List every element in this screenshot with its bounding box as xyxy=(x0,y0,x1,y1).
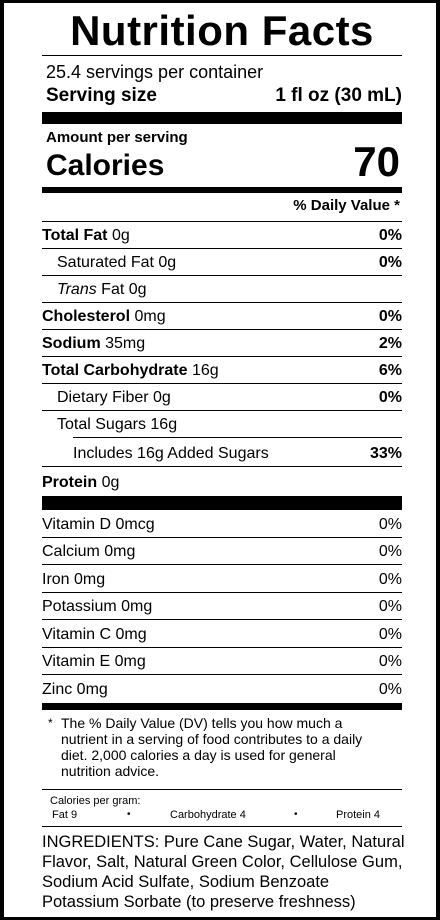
footnote-text xyxy=(61,715,362,779)
ingredients-line: INGREDIENTS: Pure Cane Sugar, Water, Natural xyxy=(42,833,405,851)
label-title: Nutrition Facts xyxy=(70,7,374,54)
serving-size-value: 1 fl oz (30 mL) xyxy=(275,85,402,106)
calories-per-gram-label: Calories per gram: xyxy=(50,795,141,807)
nutrient-name: Total Fat xyxy=(42,227,108,244)
nutrient-name: Includes 16g Added Sugars xyxy=(73,445,269,462)
medium-rule xyxy=(42,187,402,193)
vitamin-row-vitamin-d xyxy=(42,511,402,538)
vitamin-pct: 0% xyxy=(378,598,402,615)
nutrient-amount: 0g xyxy=(128,281,147,298)
nutrient-name: Total Carbohydrate xyxy=(42,362,188,379)
nutrient-row-total-carbohydrate xyxy=(42,357,402,384)
serving-size-label: Serving size xyxy=(46,85,157,106)
ingredients-rule xyxy=(42,826,402,827)
nutrition-label xyxy=(4,3,436,917)
amount-per-serving: Amount per serving xyxy=(46,129,188,146)
cpg-carbohydrate: Carbohydrate 4 xyxy=(170,809,246,821)
row-divider xyxy=(42,564,402,565)
nutrient-amount: 35mg xyxy=(105,335,146,352)
footnote-line: nutrient in a serving of food contributes to a daily xyxy=(61,731,363,747)
ingredients xyxy=(42,832,405,912)
calories-value: 70 xyxy=(353,138,400,185)
nutrient-row-saturated-fat xyxy=(42,249,402,276)
ingredients-line: Sodium Acid Sulfate, Sodium Benzoate xyxy=(42,873,330,891)
vitamin-pct: 0% xyxy=(378,516,402,533)
nutrient-pct: 6% xyxy=(378,362,402,379)
vitamin-row-vitamin-c xyxy=(42,621,402,648)
cpg-fat: Fat 9 xyxy=(52,809,78,821)
vitamin-name: Vitamin D 0mcg xyxy=(42,516,155,533)
vitamin-name: Potassium 0mg xyxy=(42,598,153,615)
vitamin-name: Calcium 0mg xyxy=(42,543,136,560)
nutrient-amount: 16g xyxy=(150,416,178,433)
title-rule xyxy=(42,55,402,56)
calories-label: Calories xyxy=(46,149,165,182)
vitamin-name: Iron 0mg xyxy=(42,571,106,588)
nutrient-amount: 16g xyxy=(191,362,219,379)
bullet-separator: • xyxy=(294,809,298,820)
thick-rule-1 xyxy=(42,112,402,124)
label-content xyxy=(42,3,405,917)
vitamin-row-zinc xyxy=(42,676,402,703)
vitamin-pct: 0% xyxy=(378,653,402,670)
vitamin-row-calcium xyxy=(42,538,402,565)
vitamin-row-iron xyxy=(42,566,402,593)
nutrient-pct: 0% xyxy=(378,308,402,325)
nutrient-pct: 2% xyxy=(378,335,402,352)
nutrient-row-dietary-fiber xyxy=(42,384,402,411)
nutrient-name: Saturated Fat xyxy=(57,254,154,271)
vitamin-pct: 0% xyxy=(378,626,402,643)
thick-rule-2 xyxy=(42,496,402,510)
nutrient-amount: 0g xyxy=(153,389,171,406)
ingredients-line: Potassium Sorbate (to preserve freshness) xyxy=(42,893,356,911)
footnote-line: diet. 2,000 calories a day is used for general xyxy=(61,747,336,763)
nutrient-name: Fat xyxy=(101,281,125,298)
nutrient-name-italic: Trans xyxy=(57,281,97,298)
nutrient-pct: 0% xyxy=(378,254,402,271)
nutrient-name: Cholesterol xyxy=(42,308,131,325)
row-divider xyxy=(42,674,402,675)
nutrient-row-cholesterol xyxy=(42,303,402,330)
nutrient-row-total-sugars xyxy=(42,411,402,438)
vitamin-row-potassium xyxy=(42,593,402,620)
nutrient-amount: 0g xyxy=(101,474,120,491)
footnote-line: nutrition advice. xyxy=(61,763,160,779)
nutrient-row-trans-fat xyxy=(42,276,402,303)
nutrient-row-protein xyxy=(42,469,402,496)
nutrient-pct: 0% xyxy=(378,227,402,244)
vitamin-pct: 0% xyxy=(378,543,402,560)
footnote-star: * xyxy=(48,716,53,730)
nutrient-row-total-fat xyxy=(42,222,402,249)
nutrient-amount: 0g xyxy=(111,227,130,244)
vitamin-row-vitamin-e xyxy=(42,648,402,675)
vitamin-pct: 0% xyxy=(378,571,402,588)
nutrient-pct: 0% xyxy=(378,389,402,406)
vitamin-name: Zinc 0mg xyxy=(42,681,108,698)
nutrient-amount: 0mg xyxy=(134,308,166,325)
row-divider xyxy=(42,619,402,620)
nutrient-name: Sodium xyxy=(42,335,101,352)
footnote-line: The % Daily Value (DV) tells you how much a xyxy=(61,715,343,731)
bullet-separator: • xyxy=(127,809,131,820)
nutrient-name: Dietary Fiber xyxy=(57,389,149,406)
thick-rule-3 xyxy=(42,703,402,710)
nutrient-name: Protein xyxy=(42,474,98,491)
nutrient-pct: 33% xyxy=(369,445,402,462)
row-divider xyxy=(73,437,402,438)
daily-value-header: % Daily Value * xyxy=(293,197,400,214)
nutrient-row-sodium xyxy=(42,330,402,357)
nutrient-row-added-sugars xyxy=(42,440,402,467)
vitamin-name: Vitamin E 0mg xyxy=(42,653,146,670)
nutrient-name: Total Sugars xyxy=(57,416,146,433)
row-divider xyxy=(42,466,402,467)
ingredients-line: Flavor, Salt, Natural Green Color, Cellulose Gum, xyxy=(42,853,403,871)
vitamin-name: Vitamin C 0mg xyxy=(42,626,147,643)
footnote-rule xyxy=(42,789,402,790)
cpg-protein: Protein 4 xyxy=(336,809,381,821)
nutrient-amount: 0g xyxy=(158,254,177,271)
servings-per-container: 25.4 servings per container xyxy=(46,62,264,82)
vitamin-pct: 0% xyxy=(378,681,402,698)
